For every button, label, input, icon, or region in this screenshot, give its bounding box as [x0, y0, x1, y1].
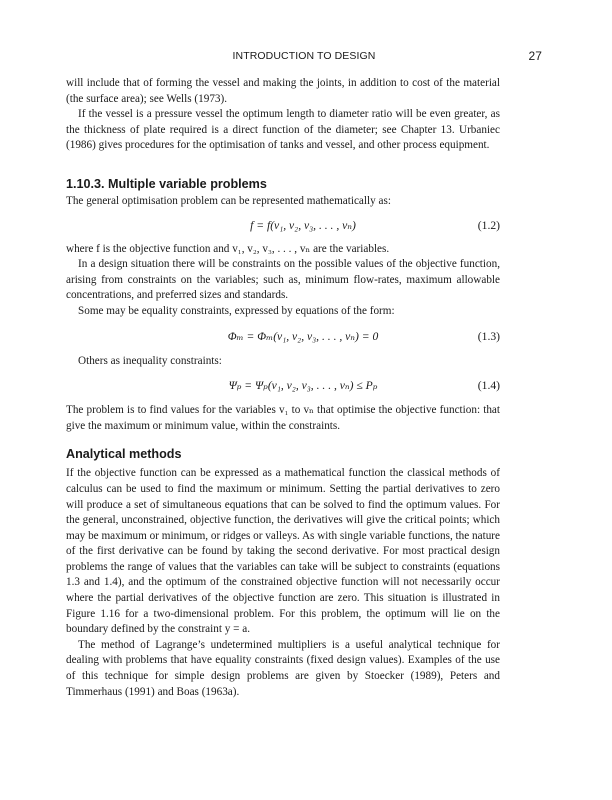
- equation-1-2: [66, 218, 500, 234]
- equation-expression: Φₘ = Φₘ(v₁, v₂, v₃, . . . , vₙ) = 0: [227, 329, 379, 343]
- paragraph: Others as inequality constraints:: [78, 354, 222, 367]
- section-heading: Analytical methods: [66, 447, 182, 462]
- paragraph: Some may be equality constraints, expressed by equations of the form:: [78, 304, 395, 317]
- paragraph: In a design situation there will be constraints on the possible values of the objective function, arising from constraints on the variables; such as, minimum flow-rates, maximum allowable concentrations, and preferred sizes and standards.: [66, 258, 500, 302]
- running-title: INTRODUCTION TO DESIGN: [232, 50, 376, 62]
- equation-number: (1.4): [477, 379, 500, 393]
- equation-number: (1.2): [477, 218, 500, 232]
- paragraph: The general optimisation problem can be represented mathematically as:: [66, 194, 391, 207]
- paragraph: The method of Lagrange’s undetermined multipliers is a useful analytical technique for dealing with problems that have equality constraints (fixed design values). Examples of the use of this technique for simple design problems are given by Stoecker (1989), Peters and Timmerhaus (1991) and Boas (1963a).: [66, 638, 500, 698]
- paragraph: If the vessel is a pressure vessel the optimum length to diameter ratio will be even greater, as the thickness of plate required is a direct function of the diameter; see Chapter 13. Urbaniec (1986) gives procedures for the optimisation of tanks and vessel, and other process equipment.: [66, 108, 500, 152]
- paragraph: will include that of forming the vessel and making the joints, in addition to cost of the material (the surface area); see Wells (1973).: [66, 77, 500, 105]
- page-number: 27: [528, 49, 542, 63]
- page-body: [66, 76, 500, 700]
- equation-number: (1.3): [477, 329, 500, 343]
- paragraph: If the objective function can be expressed as a mathematical function the classical methods of calculus can be used to find the maximum or minimum. Setting the partial derivatives to zero will produce a set of simultaneous equations that can be solved to find the optimum values. For the general, unconstrained, objective function, the derivatives will give the critical points; which may be maximum or minimum, or ridges or valleys. As with single variable functions, the nature of the first derivative can be found by taking the second derivative. For most practical design problems the range of values that the variables can take will be subject to constraints (equations 1.3 and 1.4), and the optimum of the constrained objective function will not necessarily occur where the partial derivatives of the objective function are zero. This situation is illustrated in Figure 1.16 for a two-dimensional problem. For this problem, the optimum will lie on the boundary defined by the constraint y = a.: [66, 467, 500, 636]
- paragraph: The problem is to find values for the variables v₁ to vₙ that optimise the objective function: that give the maximum or minimum value, within the constraints.: [66, 404, 500, 432]
- page-header: [66, 50, 542, 66]
- equation-1-3: [66, 329, 500, 345]
- equation-expression: Ψₚ = Ψₚ(v₁, v₂, v₃, . . . , vₙ) ≤ Pₚ: [228, 379, 378, 393]
- section-heading: 1.10.3. Multiple variable problems: [66, 176, 267, 191]
- paragraph: where f is the objective function and v₁, v₂, v₃, . . . , vₙ are the variables.: [66, 242, 390, 255]
- equation-1-4: [66, 378, 500, 394]
- equation-expression: f = f(v₁, v₂, v₃, . . . , vₙ): [250, 218, 356, 232]
